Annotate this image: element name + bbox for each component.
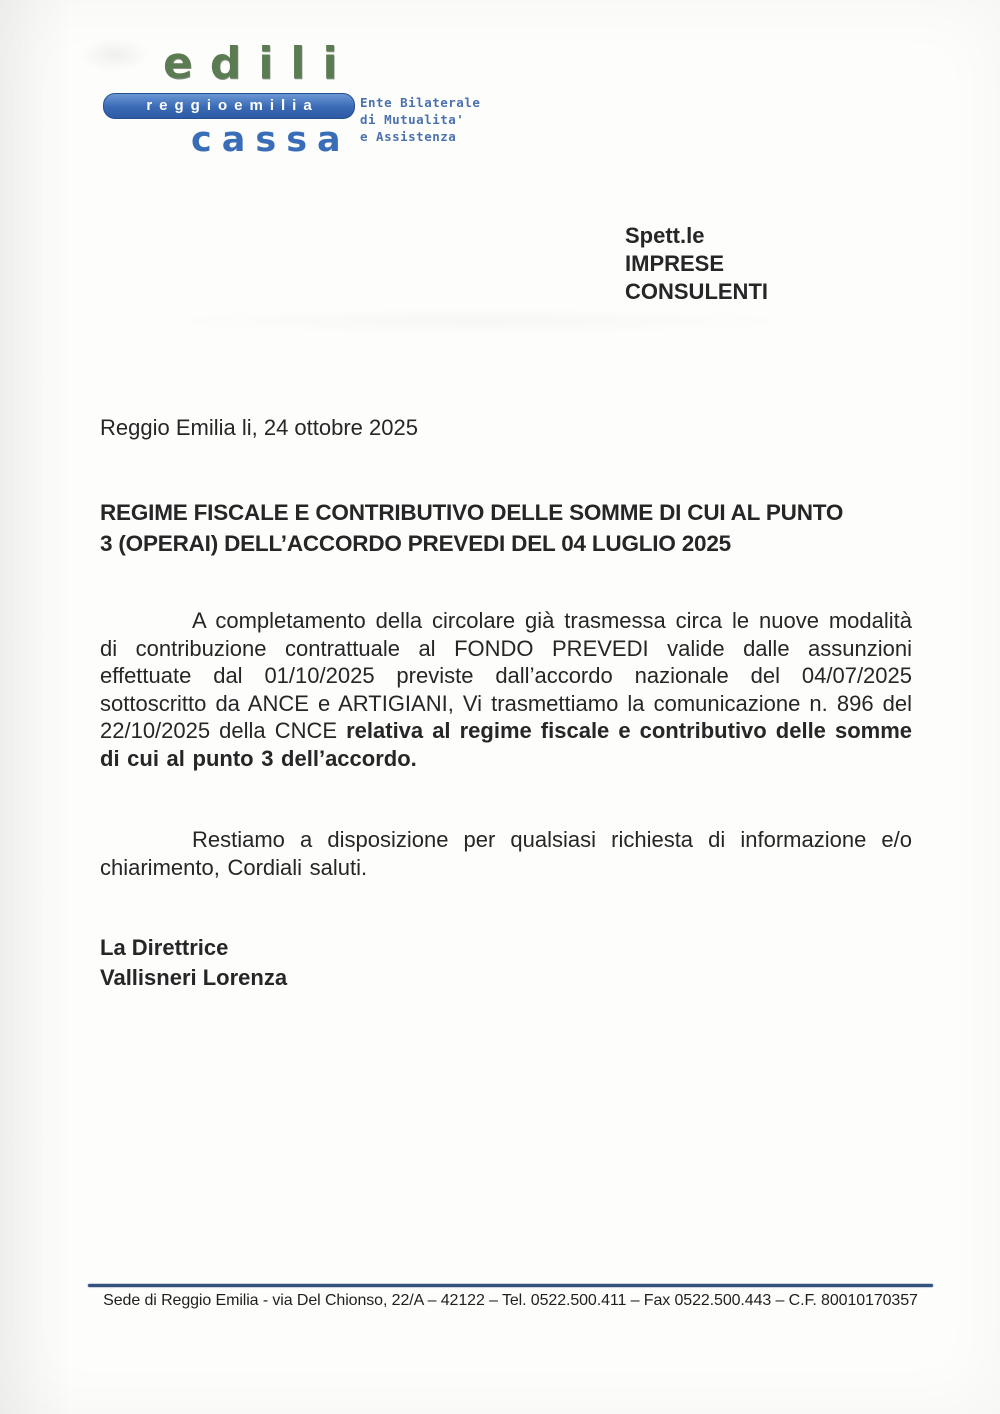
logo-tagline-line: di Mutualita': [360, 112, 465, 127]
recipient-block: [625, 222, 768, 306]
logo-tagline-line: Ente Bilaterale: [360, 95, 481, 110]
paragraph-text: A completamento della circolare già trasmessa circa le nuove modalità di contribuzione contrattuale al FONDO PREVEDI valide dalle assunzioni effettuate dal 01/10/2025 previste dall’accordo nazionale del 04/07/2025 sottoscritto da ANCE e ARTIGIANI, Vi trasmettiamo la comunicazione n. 896 del 22/10/2025 della CNCE: [100, 608, 912, 743]
logo-tagline: [360, 94, 480, 145]
scan-smudge: [160, 308, 800, 334]
signature-name: Vallisneri Lorenza: [100, 965, 288, 990]
scan-edge-shading: [0, 0, 95, 1414]
logo-wordmark-cassa: cassa: [191, 120, 351, 160]
paragraph-bold-text: relativa al regime fiscale e contributivo delle somme di cui al punto 3 dell’accordo.: [100, 718, 913, 771]
recipient-line: IMPRESE: [625, 251, 725, 276]
body-paragraph: Restiamo a disposizione per qualsiasi richiesta di informazione e/o chiarimento, Cordiali saluti.: [100, 827, 912, 880]
signature-role: La Direttrice: [100, 935, 229, 960]
body-paragraph: [100, 607, 912, 772]
logo-tagline-line: e Assistenza: [360, 129, 457, 144]
footer: [88, 1284, 933, 1310]
subject-line: REGIME FISCALE E CONTRIBUTIVO DELLE SOMME DI CUI AL PUNTO: [100, 500, 844, 525]
subject-line: 3 (OPERAI) DELL’ACCORDO PREVEDI DEL 04 LUGLIO 2025: [100, 531, 731, 556]
signature-block: [100, 933, 287, 993]
subject-heading: [100, 497, 930, 559]
footer-divider-line: [88, 1284, 933, 1287]
edili-cassa-logo: [95, 38, 495, 160]
logo-region-badge: reggioemilia: [103, 93, 355, 119]
footer-address: Sede di Reggio Emilia - via Del Chionso, 22/A – 42122 – Tel. 0522.500.411 – Fax 0522.500.443 – C.F. 80010170357: [103, 1292, 918, 1309]
logo-wordmark-edili: edili: [163, 38, 355, 89]
date-line: Reggio Emilia li, 24 ottobre 2025: [100, 415, 418, 440]
recipient-salutation: Spett.le: [625, 223, 705, 248]
recipient-line: CONSULENTI: [625, 279, 768, 304]
